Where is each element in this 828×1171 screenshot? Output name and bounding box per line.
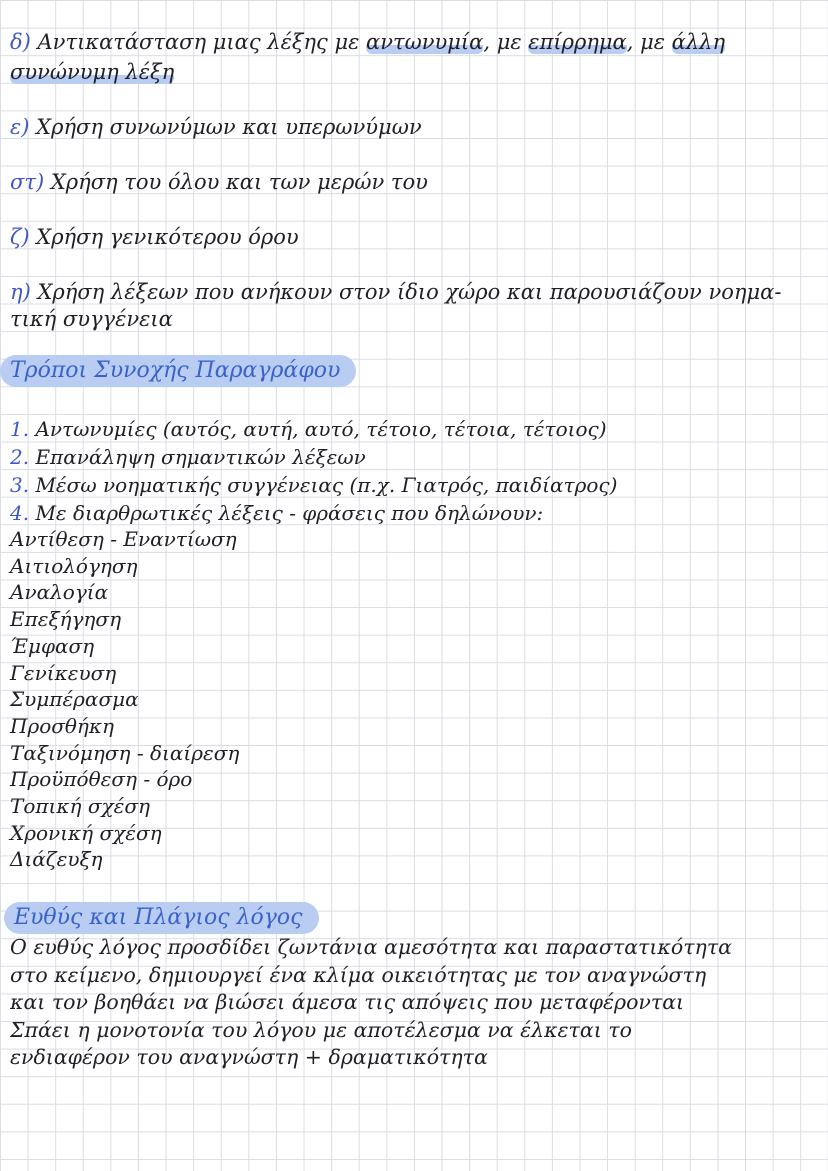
item-eta-line2 bbox=[10, 309, 173, 330]
paragraph-line: Ο ευθύς λόγος προσδίδει ζωντάνια αμεσότητα και παραστατικότητα bbox=[10, 935, 733, 959]
relation-item: Γενίκευση bbox=[10, 660, 117, 685]
relation-item: Διάζευξη bbox=[10, 847, 103, 872]
speech-paragraph bbox=[10, 934, 815, 1072]
relation-item: Τοπική σχέση bbox=[10, 794, 150, 819]
item-zeta bbox=[10, 227, 299, 248]
list-item bbox=[10, 415, 617, 443]
list-item-number: 4. bbox=[10, 501, 30, 525]
item-delta-text3: , με bbox=[626, 30, 672, 54]
relation-item: Προϋπόθεση - όρο bbox=[10, 767, 193, 792]
list-item bbox=[10, 443, 617, 471]
item-delta-letter: δ) bbox=[10, 30, 31, 54]
relation-item: Έμφαση bbox=[10, 633, 95, 658]
item-stigma-letter: στ) bbox=[10, 170, 45, 194]
item-eta-letter: η) bbox=[10, 280, 31, 304]
list-item-text: Αντωνυμίες (αυτός, αυτή, αυτό, τέτοιο, τέτοια, τέτοιος) bbox=[29, 417, 607, 441]
list-item-number: 3. bbox=[10, 473, 30, 497]
section-heading-speech: Ευθύς και Πλάγιος λόγος bbox=[4, 902, 319, 934]
item-delta-highlight-2: επίρρημα bbox=[528, 30, 627, 54]
item-stigma bbox=[10, 172, 428, 193]
relation-item: Επεξήγηση bbox=[10, 607, 122, 632]
paragraph-line: και τον βοηθάει να βιώσει άμεσα τις απόψεις που μεταφέρονται bbox=[10, 990, 685, 1015]
relation-item: Συμπέρασμα bbox=[10, 687, 139, 712]
item-delta-highlight-4: συνώνυμη λέξη bbox=[10, 60, 175, 84]
relation-item: Ταξινόμηση - διαίρεση bbox=[10, 740, 240, 765]
item-eta-text2: τική συγγένεια bbox=[10, 307, 173, 331]
paragraph-line: στο κείμενο, δημιουργεί ένα κλίμα οικειότητας με τον αναγνώστη bbox=[10, 962, 707, 987]
relation-item: Προσθήκη bbox=[10, 713, 115, 738]
section-heading-cohesion: Τρόποι Συνοχής Παραγράφου bbox=[0, 355, 356, 387]
item-epsilon-letter: ε) bbox=[10, 115, 30, 139]
paragraph-line: ενδιαφέρον του αναγνώστη + δραματικότητα bbox=[10, 1045, 488, 1070]
list-item-number: 2. bbox=[10, 445, 30, 469]
item-eta-text1: Χρήση λέξεων που ανήκουν στον ίδιο χώρο και παρουσιάζουν νοημα- bbox=[30, 280, 782, 304]
list-item bbox=[10, 471, 617, 499]
list-item-text: Μέσω νοηματικής συγγένειας (π.χ. Γιατρός, παιδίατρος) bbox=[29, 473, 618, 497]
relations-list bbox=[10, 526, 239, 873]
item-delta-text1: Αντικατάσταση μιας λέξης με bbox=[30, 30, 367, 54]
item-zeta-letter: ζ) bbox=[10, 225, 30, 249]
item-delta-highlight-1: αντωνυμία bbox=[366, 30, 484, 54]
list-item bbox=[10, 499, 617, 527]
item-delta-line1 bbox=[10, 32, 725, 53]
numbered-list bbox=[10, 415, 617, 527]
relation-item: Αιτιολόγηση bbox=[10, 553, 138, 578]
paragraph-line: Σπάει η μονοτονία του λόγου με αποτέλεσμα να έλκεται το bbox=[10, 1017, 632, 1042]
item-delta-highlight-3: άλλη bbox=[671, 30, 726, 54]
item-epsilon bbox=[10, 117, 422, 138]
item-epsilon-text: Χρήση συνωνύμων και υπερωνύμων bbox=[29, 115, 422, 139]
item-eta-line1 bbox=[10, 282, 781, 303]
list-item-text: Επανάληψη σημαντικών λέξεων bbox=[29, 445, 366, 469]
list-item-text: Με διαρθρωτικές λέξεις - φράσεις που δηλώνουν: bbox=[29, 501, 544, 525]
item-zeta-text: Χρήση γενικότερου όρου bbox=[29, 225, 299, 249]
item-delta-line2 bbox=[10, 62, 174, 83]
item-delta-text2: , με bbox=[483, 30, 529, 54]
list-item-number: 1. bbox=[10, 417, 30, 441]
relation-item: Αναλογία bbox=[10, 580, 109, 605]
item-stigma-text: Χρήση του όλου και των μερών του bbox=[44, 170, 428, 194]
relation-item: Χρονική σχέση bbox=[10, 820, 162, 845]
relation-item: Αντίθεση - Εναντίωση bbox=[10, 527, 237, 551]
